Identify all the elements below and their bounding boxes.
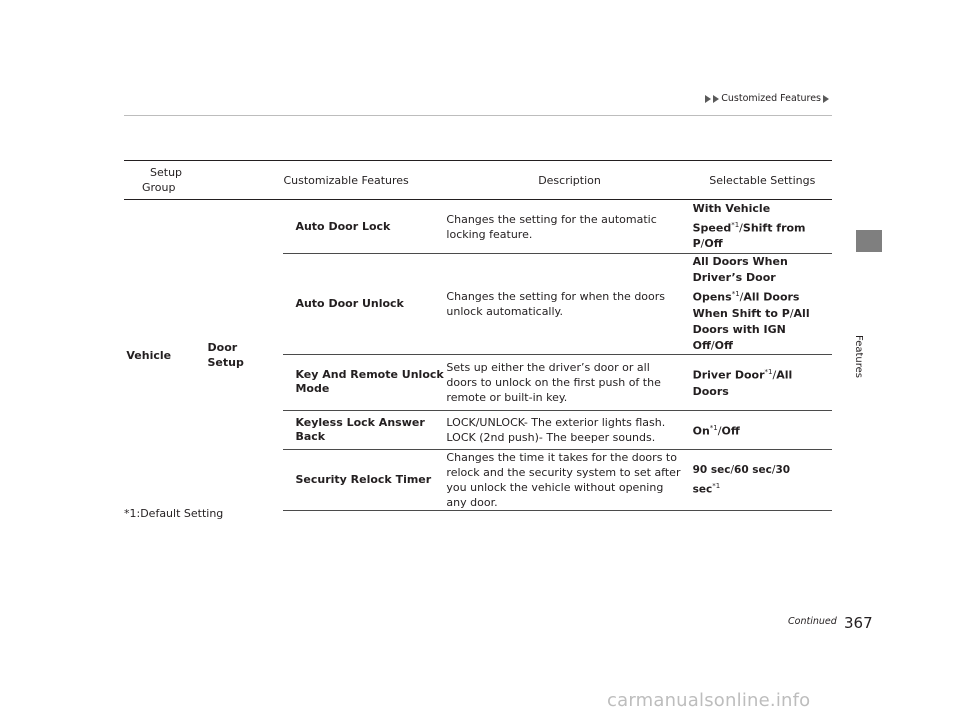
feature-description: LOCK/UNLOCK- The exterior lights flash. LOCK (2nd push)- The beeper sounds.: [446, 410, 692, 449]
selectable-settings: With Vehicle Speed$^{*1}$/Shift from P/Off: [693, 200, 832, 254]
breadcrumb-label: Customized Features: [721, 93, 821, 104]
setup-group-cell: Vehicle: [126, 348, 172, 362]
feature-description: Changes the setting for the automatic locking feature.: [446, 200, 692, 254]
feature-name: Key And Remote Unlock Mode: [283, 354, 446, 410]
watermark: carmanualsonline.info: [607, 690, 811, 711]
feature-name: Auto Door Unlock: [283, 254, 446, 355]
customization-table: [124, 160, 832, 511]
footnote: *1:Default Setting: [124, 507, 224, 520]
feature-description: Changes the time it takes for the doors to relock and the security system to set after you unlock the vehicle without opening any door.: [446, 449, 692, 510]
subgroup-cell: Door Setup: [207, 341, 244, 370]
feature-description: Changes the setting for when the doors unlock automatically.: [446, 254, 692, 355]
table-header-row: [124, 161, 832, 200]
page-number: 367: [844, 614, 873, 632]
selectable-settings: Driver Door$^{*1}$/All Doors: [693, 354, 832, 410]
triangle-arrow-icon: [705, 95, 711, 103]
feature-name: Keyless Lock Answer Back: [283, 410, 446, 449]
section-tab-marker: [856, 230, 882, 252]
header-customizable-features: Customizable Features: [283, 173, 409, 187]
triangle-arrow-icon: [713, 95, 719, 103]
triangle-arrow-icon: [823, 95, 829, 103]
breadcrumb: [705, 93, 829, 104]
header-rule: [124, 115, 832, 116]
header-setup-group: Setup Group: [142, 166, 183, 194]
selectable-settings: On$^{*1}$/Off: [693, 410, 832, 449]
header-description: Description: [538, 173, 601, 187]
feature-name: Security Relock Timer: [283, 449, 446, 510]
header-selectable-settings: Selectable Settings: [709, 173, 816, 187]
selectable-settings: 90 sec/60 sec/30 $\sec^{*1}$: [693, 449, 832, 510]
feature-name: Auto Door Lock: [283, 200, 446, 254]
selectable-settings: All Doors When Driver’s Door Opens$^{*1}$/All Doors When Shift to P/All Doors with IGN Off/Off: [693, 254, 832, 355]
table-row: [124, 200, 832, 254]
feature-description: Sets up either the driver’s door or all doors to unlock on the first push of the remote or built-in key.: [446, 354, 692, 410]
continued-label: Continued: [788, 616, 837, 627]
section-side-label: Features: [853, 335, 864, 378]
